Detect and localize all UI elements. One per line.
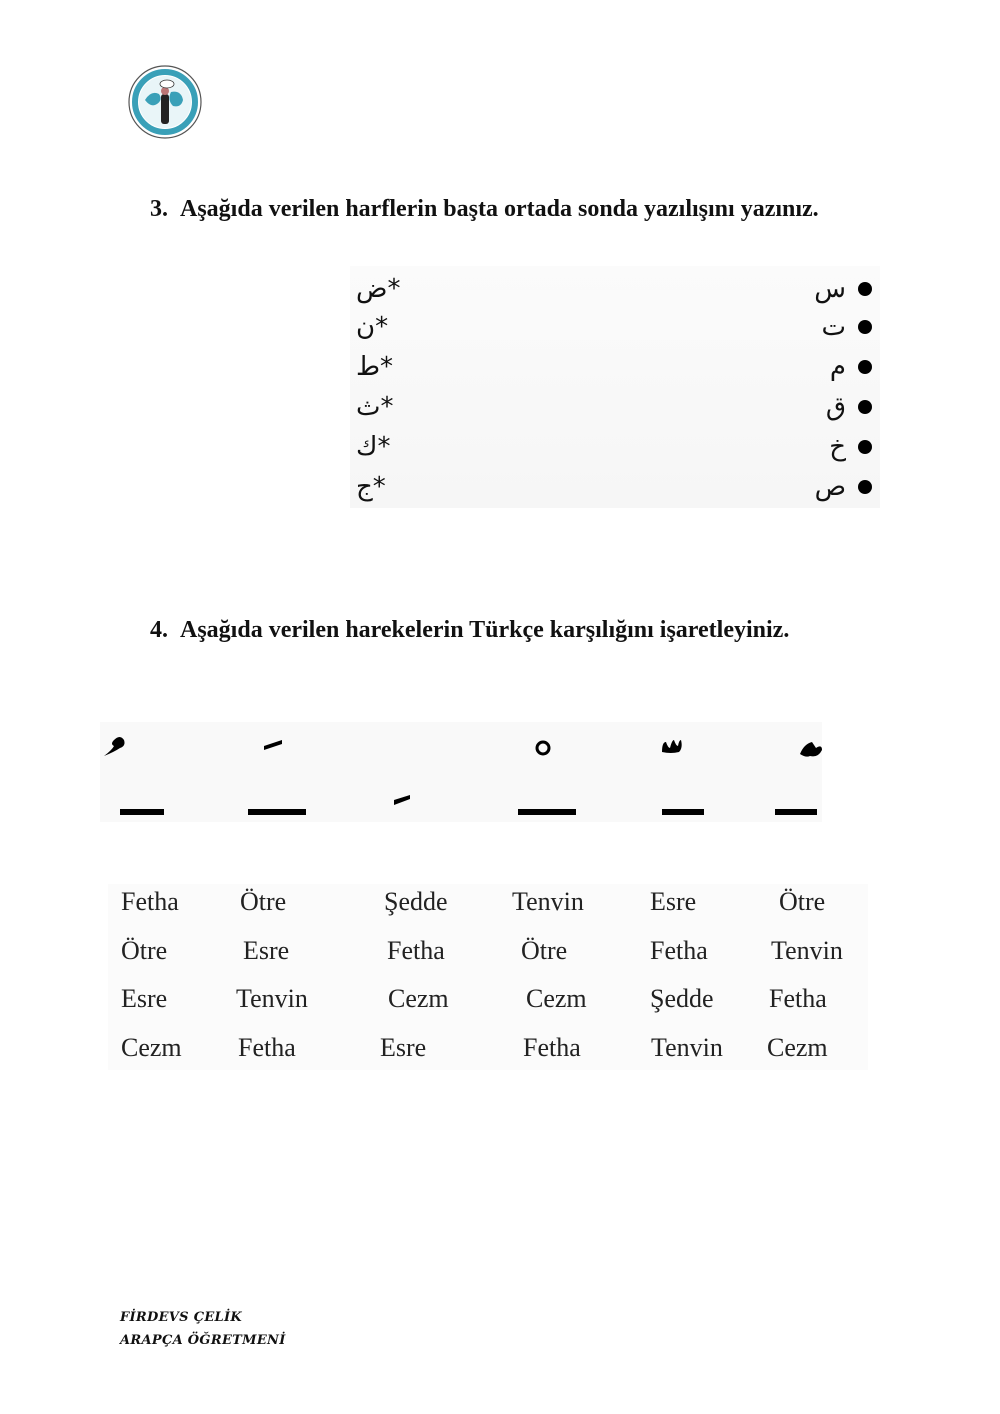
option[interactable]: Cezm: [388, 984, 449, 1013]
letter-dash: [120, 809, 164, 815]
option[interactable]: Fetha: [121, 887, 179, 916]
question-4-text: Aşağıda verilen harekelerin Türkçe karşılığını işaretleyiniz.: [180, 617, 790, 643]
option[interactable]: Esre: [121, 984, 168, 1013]
given-letter: م: [829, 352, 846, 382]
letter-dash: [518, 809, 576, 815]
option[interactable]: Tenvin: [512, 887, 584, 916]
damma-mark: [104, 737, 125, 756]
answer-letter: ك*: [356, 432, 391, 462]
option[interactable]: Fetha: [238, 1033, 296, 1062]
question-3-text: Aşağıda verilen harflerin başta ortada sonda yazılışını yazınız.: [180, 196, 819, 222]
letter-dash: [662, 809, 704, 815]
answer-letter: ن*: [356, 312, 389, 342]
given-letter: خ: [829, 432, 846, 462]
option[interactable]: Tenvin: [236, 984, 308, 1013]
option[interactable]: Tenvin: [771, 936, 843, 965]
option[interactable]: Fetha: [387, 936, 445, 965]
option[interactable]: Ötre: [121, 936, 168, 965]
kasra-mark: [394, 795, 410, 805]
given-letter: ق: [825, 392, 846, 422]
answer-letter: ط*: [356, 352, 394, 382]
given-letter: ص: [814, 472, 846, 502]
answers-background: [108, 884, 868, 1070]
given-letter: ت: [821, 312, 846, 342]
option[interactable]: Esre: [243, 936, 290, 965]
answer-letter: ث*: [356, 392, 394, 422]
letter-dash: [775, 809, 817, 815]
option[interactable]: Ötre: [779, 887, 826, 916]
option[interactable]: Şedde: [650, 984, 714, 1013]
option[interactable]: Fetha: [650, 936, 708, 965]
option[interactable]: Esre: [650, 887, 697, 916]
question-4-number: 4.: [150, 617, 168, 643]
option[interactable]: Fetha: [769, 984, 827, 1013]
fatha-mark: [264, 740, 282, 750]
option[interactable]: Esre: [380, 1033, 427, 1062]
option[interactable]: Tenvin: [651, 1033, 723, 1062]
option[interactable]: Ötre: [240, 887, 287, 916]
footer-name: FİRDEVS ÇELİK: [120, 1310, 242, 1325]
option[interactable]: Cezm: [121, 1033, 182, 1062]
sukun-mark: [537, 742, 549, 754]
shadda-mark: [662, 740, 682, 753]
tanwin-mark: [800, 742, 822, 757]
option[interactable]: Cezm: [526, 984, 587, 1013]
option[interactable]: Fetha: [523, 1033, 581, 1062]
letter-dash: [248, 809, 306, 815]
option[interactable]: Ötre: [521, 936, 568, 965]
answer-letter: ض*: [356, 274, 401, 304]
option[interactable]: Cezm: [767, 1033, 828, 1062]
option[interactable]: Şedde: [384, 887, 448, 916]
answer-letter: ج*: [356, 472, 386, 502]
question-3-number: 3.: [150, 196, 168, 222]
footer-title: ARAPÇA ÖĞRETMENİ: [120, 1333, 286, 1348]
given-letter: س: [814, 274, 846, 304]
